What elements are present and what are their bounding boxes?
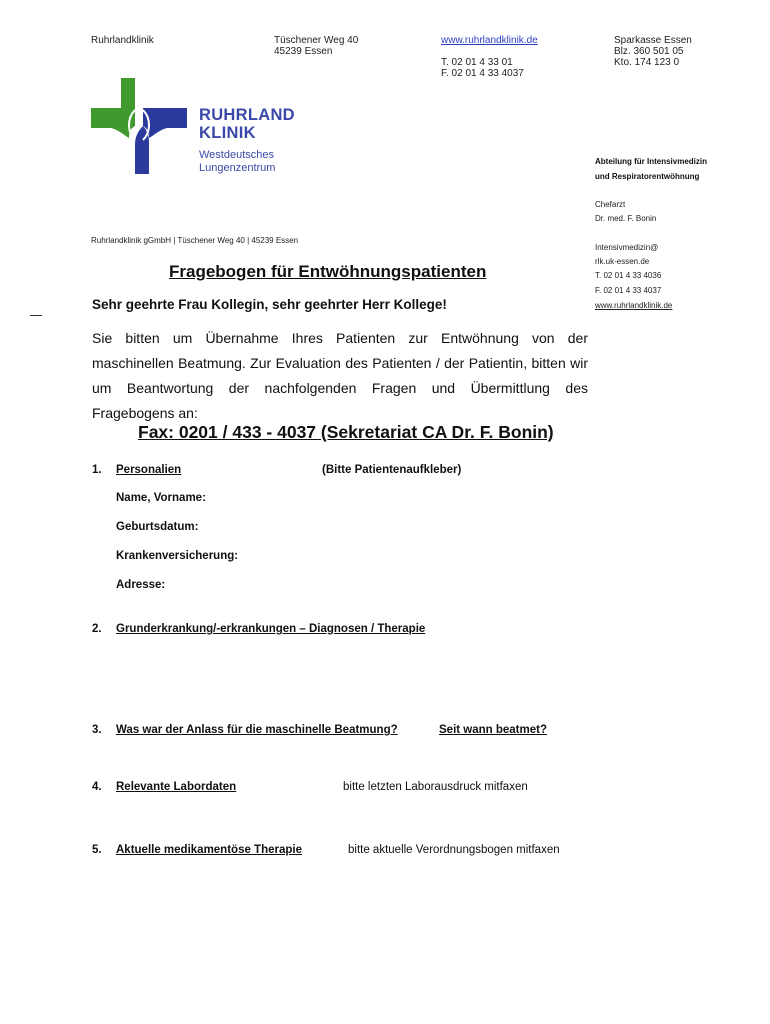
logo-text-westdeutsches: Westdeutsches	[199, 149, 275, 161]
form-title: Fragebogen für Entwöhnungspatienten	[169, 262, 487, 281]
sidebar-role: Chefarzt	[595, 200, 626, 209]
sidebar-email-line1: Intensivmedizin@	[595, 243, 659, 252]
section-3-title: Was war der Anlass für die maschinelle Beatmung?	[116, 724, 398, 736]
sidebar-dept-line1: Abteilung für Intensivmedizin	[595, 157, 708, 166]
sidebar-fax: F. 02 01 4 33 4037	[595, 286, 662, 295]
header-bank-kto: Kto. 174 123 0	[614, 57, 680, 68]
fold-mark	[30, 315, 42, 316]
header-city: 45239 Essen	[274, 46, 333, 57]
fax-line: Fax: 0201 / 433 - 4037 (Sekretariat CA Dr. F. Bonin)	[138, 422, 554, 442]
sidebar-email-line2: rlk.uk-essen.de	[595, 257, 650, 266]
sidebar-name: Dr. med. F. Bonin	[595, 214, 657, 223]
section-3-title2: Seit wann beatmet?	[439, 724, 547, 736]
section-4-number: 4.	[92, 781, 102, 793]
sidebar-phone: T. 02 01 4 33 4036	[595, 271, 662, 280]
header-bank-blz: Blz. 360 501 05	[614, 46, 684, 57]
logo-text-klinik: KLINIK	[199, 124, 256, 142]
section-2-number: 2.	[92, 623, 102, 635]
section-1-title: Personalien	[116, 464, 182, 476]
clinic-logo	[91, 78, 301, 174]
section-5-title: Aktuelle medikamentöse Therapie	[116, 844, 302, 856]
header-website-link[interactable]: www.ruhrlandklinik.de	[441, 35, 538, 46]
header-bank-name: Sparkasse Essen	[614, 35, 692, 46]
header-org: Ruhrlandklinik	[91, 35, 154, 46]
header-fax: F. 02 01 4 33 4037	[441, 68, 524, 79]
section-4-note: bitte letzten Laborausdruck mitfaxen	[343, 781, 528, 793]
clinic-cross-icon	[91, 78, 187, 174]
section-3-number: 3.	[92, 724, 102, 736]
intro-paragraph: Sie bitten um Übernahme Ihres Patienten zur Entwöhnung von der maschinellen Beatmung. Zur Evaluation des Patienten / der Patientin, bitten wir um Beantwortung der nachfolgenden Fragen und Übermittlung des Fragebogens an:	[92, 330, 588, 421]
field-name: Name, Vorname:	[116, 492, 206, 504]
field-insurance: Krankenversicherung:	[116, 550, 239, 562]
salutation: Sehr geehrte Frau Kollegin, sehr geehrter Herr Kollege!	[92, 297, 447, 312]
sender-line: Ruhrlandklinik gGmbH | Tüschener Weg 40 | 45239 Essen	[91, 236, 299, 245]
field-birthdate: Geburtsdatum:	[116, 521, 199, 533]
section-5-number: 5.	[92, 844, 102, 856]
section-1-note: (Bitte Patientenaufkleber)	[322, 464, 462, 476]
logo-text-lungenzentrum: Lungenzentrum	[199, 162, 276, 174]
sidebar-website-link[interactable]: www.ruhrlandklinik.de	[595, 301, 673, 310]
sidebar-dept-line2: und Respiratorentwöhnung	[595, 172, 700, 181]
header-phone: T. 02 01 4 33 01	[441, 57, 513, 68]
section-2-title: Grunderkrankung/-erkrankungen – Diagnosen / Therapie	[116, 623, 426, 635]
section-5-note: bitte aktuelle Verordnungsbogen mitfaxen	[348, 844, 560, 856]
field-address: Adresse:	[116, 579, 166, 591]
logo-text-ruhrland: RUHRLAND	[199, 106, 295, 124]
section-4-title: Relevante Labordaten	[116, 781, 237, 793]
header-street: Tüschener Weg 40	[274, 35, 359, 46]
section-1-number: 1.	[92, 464, 102, 476]
